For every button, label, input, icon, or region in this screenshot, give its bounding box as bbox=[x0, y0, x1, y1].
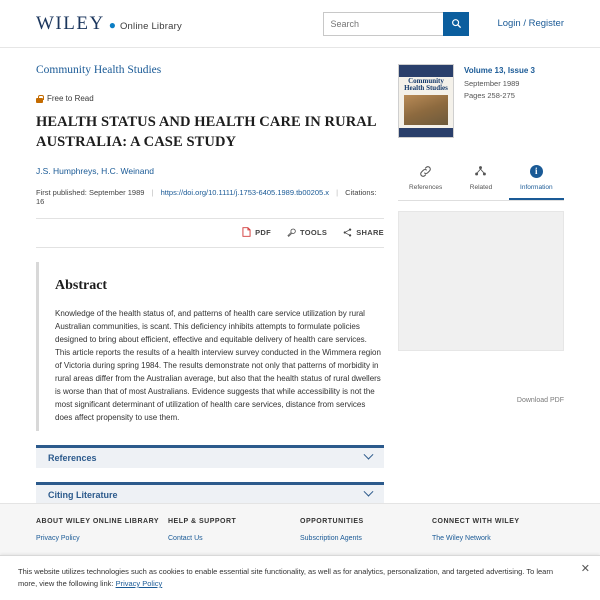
citing-literature-accordion[interactable] bbox=[36, 482, 384, 505]
cookie-text: This website utilizes technologies such as cookies to enable essential site functionality, as well as for analytics, personalization, and targeted advertising. To learn more, view the following link: bbox=[18, 567, 554, 588]
close-icon[interactable]: ✕ bbox=[580, 563, 590, 575]
login-register-link[interactable]: Login / Register bbox=[497, 18, 564, 29]
cookie-privacy-policy-link[interactable]: Privacy Policy bbox=[115, 579, 163, 588]
chevron-down-icon bbox=[364, 487, 374, 497]
footer-heading-connect: CONNECT WITH WILEY bbox=[432, 518, 520, 525]
tools-label: TOOLS bbox=[300, 227, 328, 237]
tab-related[interactable] bbox=[453, 162, 508, 200]
access-badge-label: Free to Read bbox=[47, 94, 94, 103]
issue-metadata bbox=[464, 64, 535, 138]
cover-band-bottom bbox=[399, 128, 453, 137]
journal-title-link[interactable]: Community Health Studies bbox=[36, 64, 162, 76]
logo-dot-icon: ● bbox=[108, 17, 116, 32]
sidebar-column bbox=[398, 64, 564, 505]
info-icon: i bbox=[509, 162, 564, 180]
content-area bbox=[0, 48, 600, 505]
share-label: SHARE bbox=[356, 227, 384, 237]
citations-count: Citations: 16 bbox=[36, 188, 377, 207]
footer-link-contact-us[interactable]: Contact Us bbox=[168, 535, 203, 542]
related-icon bbox=[453, 162, 508, 180]
cover-photo bbox=[404, 95, 448, 125]
search-button[interactable] bbox=[443, 12, 469, 36]
doi-link[interactable]: https://doi.org/10.1111/j.1753-6405.1989.tb00205.x bbox=[160, 188, 330, 198]
advertisement-panel bbox=[398, 211, 564, 351]
search-icon bbox=[451, 18, 462, 29]
issue-date: September 1989 bbox=[464, 79, 520, 88]
site-header bbox=[0, 0, 600, 48]
tab-related-label: Related bbox=[469, 184, 493, 191]
references-accordion[interactable] bbox=[36, 445, 384, 468]
logo-subtitle: Online Library bbox=[119, 20, 182, 32]
access-badge bbox=[36, 94, 384, 103]
tab-references[interactable] bbox=[398, 162, 453, 200]
pdf-label: PDF bbox=[255, 227, 272, 237]
tools-button[interactable] bbox=[287, 227, 327, 237]
divider: | bbox=[336, 188, 339, 198]
pdf-button[interactable] bbox=[242, 227, 271, 237]
issue-pages: Pages 258-275 bbox=[464, 91, 515, 100]
wrench-icon bbox=[287, 228, 296, 237]
author-list[interactable]: J.S. Humphreys, H.C. Weinand bbox=[36, 166, 154, 177]
cover-band-top bbox=[399, 65, 453, 77]
footer-link-privacy-policy[interactable]: Privacy Policy bbox=[36, 535, 80, 542]
issue-volume-link[interactable]: Volume 13, Issue 3 bbox=[464, 66, 535, 75]
open-lock-icon bbox=[36, 95, 43, 103]
abstract-heading: Abstract bbox=[55, 278, 108, 294]
tab-references-label: References bbox=[409, 184, 443, 191]
share-button[interactable] bbox=[343, 227, 384, 237]
publication-info bbox=[36, 188, 384, 219]
citing-literature-accordion-label: Citing Literature bbox=[48, 489, 118, 500]
issue-cover-thumbnail[interactable] bbox=[398, 64, 454, 138]
first-published-label: First published: bbox=[36, 188, 87, 198]
wiley-logo[interactable] bbox=[36, 13, 182, 35]
share-icon bbox=[343, 228, 352, 237]
cover-title: Community Health Studies bbox=[404, 77, 448, 93]
references-accordion-label: References bbox=[48, 452, 97, 463]
search-area bbox=[323, 12, 564, 36]
article-tools bbox=[36, 219, 384, 248]
pdf-icon bbox=[242, 227, 251, 237]
page-title: HEALTH STATUS AND HEALTH CARE IN RURAL AUSTRALIA: A CASE STUDY bbox=[36, 114, 376, 150]
tab-information-label: Information bbox=[520, 184, 553, 191]
footer-link-subscription-agents[interactable]: Subscription Agents bbox=[300, 535, 362, 542]
footer-link-wiley-network[interactable]: The Wiley Network bbox=[432, 535, 491, 542]
chevron-down-icon bbox=[364, 450, 374, 460]
search-input[interactable] bbox=[323, 12, 443, 36]
cookie-consent-banner bbox=[0, 555, 600, 600]
logo-wordmark: WILEY bbox=[36, 12, 105, 34]
abstract-section bbox=[36, 262, 384, 431]
article-column bbox=[36, 64, 384, 505]
download-pdf-link[interactable]: Download PDF bbox=[516, 397, 564, 404]
first-published-date: September 1989 bbox=[88, 188, 145, 198]
sidebar-tabs bbox=[398, 162, 564, 201]
footer-heading-help: HELP & SUPPORT bbox=[168, 518, 237, 525]
footer-heading-opportunities: OPPORTUNITIES bbox=[300, 518, 364, 525]
link-icon bbox=[398, 162, 453, 180]
abstract-text: Knowledge of the health status of, and patterns of health care service utilization by rural Australian communities, is scant. This deficiency inhibits attempts to formulate policies designed to bring about efficient, effective and equitable delivery of health care services. This article reports the results of a health interview survey conducted in the Wimmera region of Victoria during spring 1984. The results demonstrate not only that patterns of morbidity in rural areas differ from the Australian average, but also that the health status of rural dwellers is worse than that of most Australians. Evidence suggests that while accessibility is not the most significant determinant of utilization of health care services, distance from services does affect propensity to use them. bbox=[55, 309, 381, 422]
divider: | bbox=[151, 188, 154, 198]
tab-information[interactable] bbox=[509, 162, 564, 200]
footer-heading-about: ABOUT WILEY ONLINE LIBRARY bbox=[36, 518, 160, 525]
issue-block bbox=[398, 64, 564, 138]
